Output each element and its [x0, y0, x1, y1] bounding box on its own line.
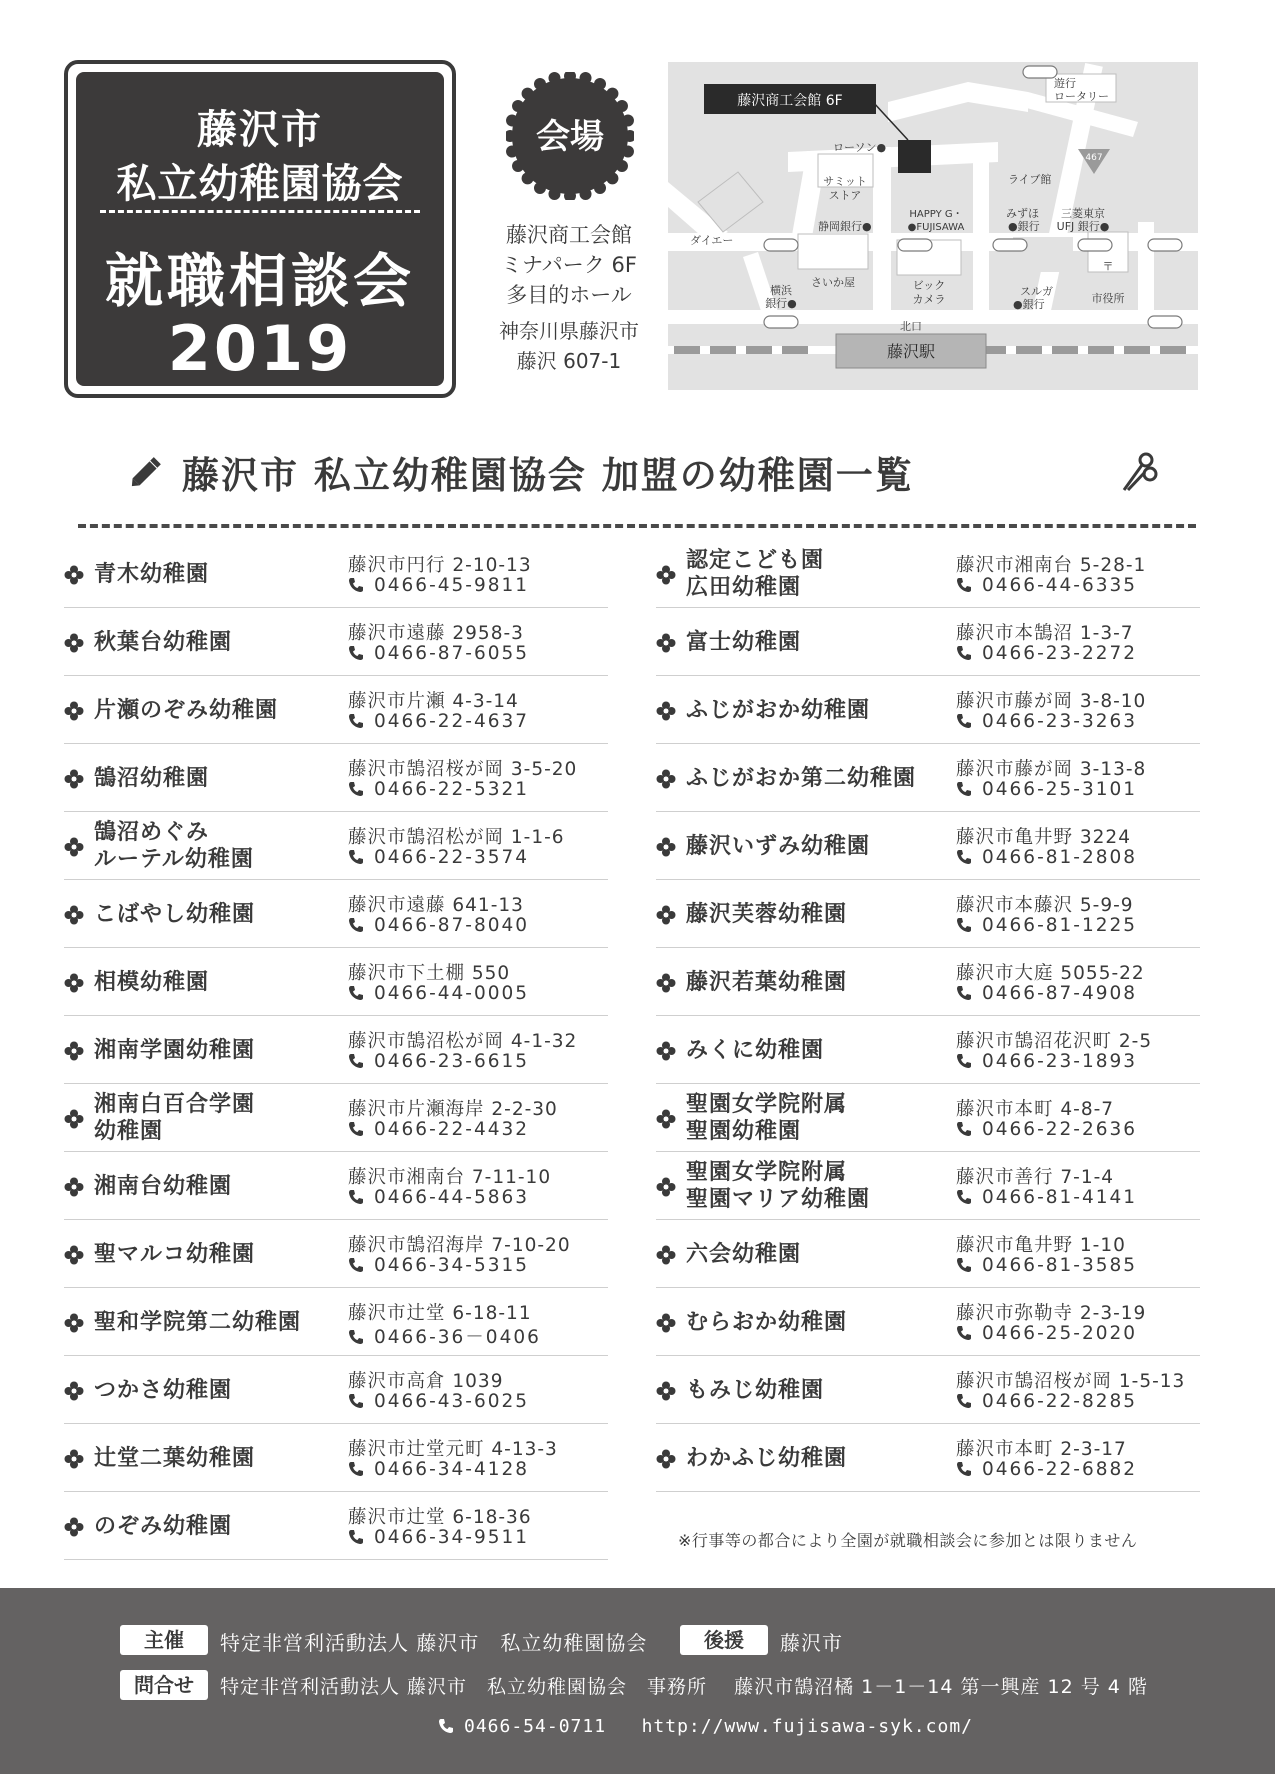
kindergarten-row: [64, 948, 608, 1016]
phone-icon: [956, 1257, 972, 1273]
kindergarten-name: 辻堂二葉幼稚園: [94, 1445, 256, 1471]
map-label-mizuho: みずほ: [1006, 207, 1039, 220]
flower-bullet-icon: [656, 1245, 676, 1265]
kindergarten-phone: [348, 1323, 541, 1349]
kindergarten-phone-number: 0466-22-8285: [982, 1391, 1138, 1412]
kindergarten-row: [64, 1492, 608, 1560]
kindergarten-name: ふじがおか第二幼稚園: [686, 765, 917, 791]
kindergarten-phone: [956, 711, 1137, 732]
venue-badge-label: 会場: [536, 117, 604, 157]
map-label-bic: カメラ: [912, 293, 946, 306]
kindergarten-phone: [348, 1391, 529, 1412]
kindergarten-address: 藤沢市高倉 1039: [348, 1371, 504, 1392]
kindergarten-phone: [348, 983, 529, 1004]
kindergarten-name: 富士幼稚園: [686, 629, 802, 655]
phone-icon: [956, 713, 972, 729]
phone-icon: [348, 1189, 364, 1205]
kindergarten-list-right: [656, 540, 1200, 1492]
flower-bullet-icon: [656, 633, 676, 653]
kindergarten-phone: [956, 575, 1137, 596]
map-label-lawson: ローソン●: [833, 141, 887, 154]
kindergarten-name: 相模幼稚園: [94, 969, 210, 995]
heading-divider: [78, 524, 1196, 528]
flower-bullet-icon: [64, 973, 84, 993]
phone-icon: [956, 917, 972, 933]
flower-bullet-icon: [64, 1313, 84, 1333]
kindergarten-name: ふじがおか幼稚園: [686, 697, 871, 723]
kindergarten-phone: [348, 711, 529, 732]
flower-bullet-icon: [64, 565, 84, 585]
kindergarten-name: 湘南台幼稚園: [94, 1173, 233, 1199]
phone-icon: [956, 781, 972, 797]
footer-phone: 0466-54-0711: [464, 1716, 607, 1737]
kindergarten-phone: [348, 1527, 529, 1548]
kindergarten-phone: [956, 1119, 1137, 1140]
kindergarten-phone-number: 0466-22-4432: [374, 1119, 530, 1140]
kindergarten-row: [656, 744, 1200, 812]
kindergarten-name: わかふじ幼稚園: [686, 1445, 848, 1471]
venue-address: [474, 316, 664, 376]
kindergarten-address: 藤沢市藤が岡 3-13-8: [956, 759, 1147, 780]
title-year: 2019: [167, 312, 353, 385]
kindergarten-phone-number: 0466-25-3101: [982, 779, 1138, 800]
map-label-yokohama: 銀行●: [765, 297, 797, 310]
flower-bullet-icon: [656, 1449, 676, 1469]
title-event: 就職相談会: [104, 247, 415, 315]
kindergarten-row: [656, 812, 1200, 880]
kindergarten-name: 湘南学園幼稚園: [94, 1037, 256, 1063]
map-label-livekan: ライブ館: [1008, 173, 1052, 186]
kindergarten-row: [656, 1084, 1200, 1152]
kindergarten-row: [64, 1016, 608, 1084]
map-label-mufg: 三菱東京: [1061, 207, 1105, 220]
map-label-rotary: 遊行: [1054, 77, 1076, 90]
kindergarten-name: 藤沢いずみ幼稚園: [686, 833, 871, 859]
flower-bullet-icon: [64, 1109, 84, 1129]
kindergarten-name: 藤沢芙蓉幼稚園: [686, 901, 848, 927]
phone-icon: [348, 1053, 364, 1069]
phone-icon: [348, 1529, 364, 1545]
map-label-daiei: ダイエー: [690, 234, 734, 247]
flower-bullet-icon: [64, 1517, 84, 1537]
phone-icon: [348, 713, 364, 729]
kindergarten-address: 藤沢市亀井野 1-10: [956, 1235, 1126, 1256]
kindergarten-name: 湘南白百合学園 幼稚園: [94, 1092, 256, 1144]
kindergarten-phone-number: 0466-23-6615: [374, 1051, 530, 1072]
kindergarten-name: 聖マルコ幼稚園: [94, 1241, 256, 1267]
event-title-box: [64, 60, 456, 398]
kindergarten-name: 青木幼稚園: [94, 561, 210, 587]
phone-icon: [956, 1325, 972, 1341]
scissors-icon: [1116, 450, 1160, 494]
kindergarten-name: 聖和学院第二幼稚園: [94, 1309, 302, 1335]
phone-icon: [348, 577, 364, 593]
phone-icon: [956, 1189, 972, 1205]
kindergarten-phone: [956, 983, 1137, 1004]
kindergarten-name: 聖園女学院附属 聖園幼稚園: [686, 1092, 848, 1144]
kindergarten-row: [64, 1152, 608, 1220]
kindergarten-phone: [956, 915, 1137, 936]
kindergarten-list-left: [64, 540, 608, 1560]
kindergarten-row: [656, 1152, 1200, 1220]
participation-note: ※行事等の都合により全園が就職相談会に参加とは限りません: [678, 1531, 1138, 1550]
title-city: 藤沢市: [197, 107, 323, 153]
kindergarten-phone-number: 0466-23-3263: [982, 711, 1138, 732]
phone-icon: [348, 1329, 364, 1345]
phone-icon: [348, 1393, 364, 1409]
kindergarten-name: みくに幼稚園: [686, 1037, 825, 1063]
support-text: 藤沢市: [780, 1631, 843, 1655]
flower-bullet-icon: [64, 1041, 84, 1061]
kindergarten-phone-number: 0466-22-3574: [374, 847, 530, 868]
kindergarten-address: 藤沢市辻堂 6-18-36: [348, 1507, 532, 1528]
kindergarten-phone: [956, 1051, 1137, 1072]
map-label-yokohama: 横浜: [770, 284, 792, 297]
kindergarten-address: 藤沢市鵠沼桜が岡 3-5-20: [348, 759, 578, 780]
kindergarten-row: [64, 676, 608, 744]
kindergarten-phone: [348, 779, 529, 800]
kindergarten-name: 認定こども園 広田幼稚園: [686, 548, 825, 600]
kindergarten-name: こばやし幼稚園: [94, 901, 256, 927]
phone-icon: [348, 985, 364, 1001]
map-venue-marker: [898, 140, 931, 173]
kindergarten-address: 藤沢市鵠沼桜が岡 1-5-13: [956, 1371, 1186, 1392]
map-label-post: 〒: [1102, 260, 1114, 273]
flower-bullet-icon: [64, 1381, 84, 1401]
kindergarten-name: 鵠沼幼稚園: [94, 765, 210, 791]
section-heading: [120, 445, 1160, 499]
kindergarten-row: [64, 880, 608, 948]
phone-icon: [438, 1718, 454, 1734]
kindergarten-row: [64, 812, 608, 880]
kindergarten-address: 藤沢市下土棚 550: [348, 963, 511, 984]
flower-bullet-icon: [64, 1245, 84, 1265]
kindergarten-address: 藤沢市鵠沼海岸 7-10-20: [348, 1235, 571, 1256]
venue-name-line: 多目的ホール: [506, 283, 632, 307]
kindergarten-phone-number: 0466-36－0406: [374, 1327, 541, 1348]
kindergarten-phone-number: 0466-87-4908: [982, 983, 1138, 1004]
kindergarten-name: 鵠沼めぐみ ルーテル幼稚園: [94, 820, 254, 872]
map-label-mufg: UFJ 銀行●: [1056, 220, 1110, 233]
map-label-saikaya: さいか屋: [811, 276, 855, 289]
phone-icon: [956, 1121, 972, 1137]
kindergarten-phone: [956, 1187, 1137, 1208]
route-number: 467: [1085, 153, 1103, 163]
kindergarten-row: [656, 1220, 1200, 1288]
kindergarten-phone-number: 0466-81-1225: [982, 915, 1138, 936]
map-label-suruga: スルガ: [1020, 285, 1053, 298]
kindergarten-phone: [348, 1187, 529, 1208]
kindergarten-phone-number: 0466-81-2808: [982, 847, 1138, 868]
kindergarten-row: [64, 1288, 608, 1356]
kindergarten-phone: [956, 779, 1137, 800]
kindergarten-phone-number: 0466-22-2636: [982, 1119, 1138, 1140]
kindergarten-phone-number: 0466-25-2020: [982, 1323, 1138, 1344]
flower-bullet-icon: [656, 1109, 676, 1129]
phone-icon: [956, 645, 972, 661]
kindergarten-name: 片瀬のぞみ幼稚園: [94, 697, 279, 723]
title-divider: [100, 210, 420, 213]
kindergarten-address: 藤沢市本鵠沼 1-3-7: [956, 623, 1134, 644]
kindergarten-phone-number: 0466-23-2272: [982, 643, 1138, 664]
phone-icon: [348, 1121, 364, 1137]
map-label-bic: ビック: [912, 279, 946, 292]
kindergarten-address: 藤沢市湘南台 7-11-10: [348, 1167, 552, 1188]
map-label-suruga: ●銀行: [1013, 298, 1045, 311]
map-label-rotary: ロータリー: [1054, 90, 1109, 103]
map-label-kitaguchi: 北口: [900, 320, 922, 333]
kindergarten-address: 藤沢市本町 2-3-17: [956, 1439, 1127, 1460]
kindergarten-row: [64, 1084, 608, 1152]
title-association: 私立幼稚園協会: [116, 161, 404, 207]
map-label-happy: HAPPY G・: [909, 209, 963, 220]
flower-bullet-icon: [656, 1177, 676, 1197]
flower-bullet-icon: [656, 973, 676, 993]
section-heading-text: 藤沢市 私立幼稚園協会 加盟の幼稚園一覧: [182, 454, 914, 497]
kindergarten-address: 藤沢市鵠沼松が岡 4-1-32: [348, 1031, 578, 1052]
kindergarten-row: [656, 608, 1200, 676]
venue-name-line: ミナパーク 6F: [501, 253, 637, 277]
kindergarten-address: 藤沢市片瀬 4-3-14: [348, 691, 519, 712]
kindergarten-row: [656, 1288, 1200, 1356]
kindergarten-phone-number: 0466-43-6025: [374, 1391, 530, 1412]
phone-icon: [348, 781, 364, 797]
flower-bullet-icon: [656, 701, 676, 721]
flower-bullet-icon: [656, 837, 676, 857]
kindergarten-address: 藤沢市遠藤 2958-3: [348, 623, 524, 644]
kindergarten-address: 藤沢市辻堂元町 4-13-3: [348, 1439, 558, 1460]
contact-text: 特定非営利活動法人 藤沢市 私立幼稚園協会 事務所 藤沢市鵠沼橘 1－1－14 第一興産 12 号 4 階: [220, 1676, 1148, 1698]
flower-bullet-icon: [656, 905, 676, 925]
kindergarten-phone: [956, 1255, 1137, 1276]
kindergarten-address: 藤沢市善行 7-1-4: [956, 1167, 1115, 1188]
kindergarten-phone-number: 0466-34-9511: [374, 1527, 530, 1548]
kindergarten-row: [656, 948, 1200, 1016]
kindergarten-row: [64, 608, 608, 676]
kindergarten-phone-number: 0466-22-5321: [374, 779, 530, 800]
kindergarten-phone-number: 0466-81-3585: [982, 1255, 1138, 1276]
flower-bullet-icon: [656, 1313, 676, 1333]
venue-address-line: 藤沢 607-1: [516, 349, 622, 373]
kindergarten-phone: [348, 1459, 529, 1480]
flower-bullet-icon: [64, 837, 84, 857]
phone-icon: [956, 1053, 972, 1069]
kindergarten-phone-number: 0466-45-9811: [374, 575, 530, 596]
venue-badge: [506, 72, 634, 200]
kindergarten-phone-number: 0466-44-0005: [374, 983, 530, 1004]
kindergarten-phone-number: 0466-87-6055: [374, 643, 530, 664]
kindergarten-phone: [956, 1391, 1137, 1412]
kindergarten-address: 藤沢市弥勒寺 2-3-19: [956, 1303, 1147, 1324]
map-label-happy: ●FUJISAWA: [907, 222, 965, 233]
access-map: [668, 62, 1198, 390]
organizer-tag: 主催: [120, 1625, 208, 1655]
kindergarten-address: 藤沢市本藤沢 5-9-9: [956, 895, 1134, 916]
map-label-summit: サミット: [823, 175, 867, 188]
kindergarten-address: 藤沢市鵠沼花沢町 2-5: [956, 1031, 1153, 1052]
flower-bullet-icon: [656, 1381, 676, 1401]
contact-tag: 問合せ: [120, 1670, 208, 1700]
kindergarten-row: [64, 1220, 608, 1288]
phone-icon: [956, 577, 972, 593]
phone-icon: [348, 1257, 364, 1273]
support-tag: 後援: [680, 1625, 768, 1655]
flower-bullet-icon: [656, 769, 676, 789]
kindergarten-address: 藤沢市本町 4-8-7: [956, 1099, 1115, 1120]
kindergarten-phone: [956, 1459, 1137, 1480]
kindergarten-name: もみじ幼稚園: [686, 1377, 825, 1403]
kindergarten-row: [64, 1424, 608, 1492]
kindergarten-name: のぞみ幼稚園: [94, 1513, 233, 1539]
venue-name-line: 藤沢商工会館: [506, 223, 632, 247]
kindergarten-name: 秋葉台幼稚園: [94, 629, 233, 655]
kindergarten-phone: [348, 1051, 529, 1072]
kindergarten-row: [64, 744, 608, 812]
phone-icon: [956, 985, 972, 1001]
kindergarten-address: 藤沢市湘南台 5-28-1: [956, 555, 1147, 576]
map-label-mizuho: ●銀行: [1008, 220, 1040, 233]
kindergarten-name: つかさ幼稚園: [94, 1377, 233, 1403]
phone-icon: [348, 1461, 364, 1477]
kindergarten-address: 藤沢市片瀬海岸 2-2-30: [348, 1099, 558, 1120]
kindergarten-phone: [348, 915, 529, 936]
kindergarten-row: [656, 1424, 1200, 1492]
kindergarten-phone: [348, 1119, 529, 1140]
kindergarten-row: [656, 676, 1200, 744]
kindergarten-row: [64, 540, 608, 608]
kindergarten-address: 藤沢市辻堂 6-18-11: [348, 1303, 532, 1324]
flower-bullet-icon: [64, 905, 84, 925]
phone-icon: [348, 645, 364, 661]
kindergarten-address: 藤沢市大庭 5055-22: [956, 963, 1145, 984]
phone-icon: [956, 1461, 972, 1477]
flower-bullet-icon: [64, 769, 84, 789]
kindergarten-phone: [348, 847, 529, 868]
flower-bullet-icon: [64, 1449, 84, 1469]
kindergarten-phone-number: 0466-44-6335: [982, 575, 1138, 596]
flower-bullet-icon: [64, 701, 84, 721]
kindergarten-phone: [956, 847, 1137, 868]
kindergarten-name: 六会幼稚園: [686, 1241, 802, 1267]
flower-bullet-icon: [64, 633, 84, 653]
kindergarten-phone-number: 0466-34-5315: [374, 1255, 530, 1276]
kindergarten-row: [656, 1356, 1200, 1424]
kindergarten-phone: [956, 1323, 1137, 1344]
organizer-text: 特定非営利活動法人 藤沢市 私立幼稚園協会: [220, 1631, 648, 1655]
map-label-cityhall: 市役所: [1091, 292, 1125, 305]
event-title-panel: [76, 72, 444, 386]
kindergarten-address: 藤沢市遠藤 641-13: [348, 895, 524, 916]
kindergarten-phone-number: 0466-23-1893: [982, 1051, 1138, 1072]
phone-icon: [956, 849, 972, 865]
kindergarten-row: [64, 1356, 608, 1424]
flower-bullet-icon: [64, 1177, 84, 1197]
kindergarten-phone: [956, 643, 1137, 664]
flower-bullet-icon: [656, 1041, 676, 1061]
kindergarten-address: 藤沢市円行 2-10-13: [348, 555, 532, 576]
map-label-summit: ストア: [828, 189, 862, 202]
flower-bullet-icon: [656, 565, 676, 585]
kindergarten-phone: [348, 575, 529, 596]
kindergarten-address: 藤沢市鵠沼松が岡 1-1-6: [348, 827, 565, 848]
map-callout-label: 藤沢商工会館 6F: [737, 93, 843, 109]
kindergarten-phone-number: 0466-81-4141: [982, 1187, 1138, 1208]
map-station-label: 藤沢駅: [886, 342, 936, 361]
kindergarten-row: [656, 540, 1200, 608]
kindergarten-phone: [348, 643, 529, 664]
kindergarten-address: 藤沢市亀井野 3224: [956, 827, 1131, 848]
kindergarten-phone-number: 0466-22-6882: [982, 1459, 1138, 1480]
phone-icon: [956, 1393, 972, 1409]
kindergarten-name: むらおか幼稚園: [686, 1309, 848, 1335]
kindergarten-address: 藤沢市藤が岡 3-8-10: [956, 691, 1147, 712]
kindergarten-row: [656, 1016, 1200, 1084]
kindergarten-phone-number: 0466-22-4637: [374, 711, 530, 732]
venue-name: [474, 220, 664, 310]
kindergarten-phone-number: 0466-44-5863: [374, 1187, 530, 1208]
venue-address-line: 神奈川県藤沢市: [499, 319, 639, 343]
footer: [0, 1588, 1275, 1774]
footer-url[interactable]: http://www.fujisawa-syk.com/: [641, 1716, 973, 1737]
kindergarten-name: 聖園女学院附属 聖園マリア幼稚園: [686, 1160, 871, 1212]
kindergarten-row: [656, 880, 1200, 948]
footer-contact-line: [438, 1716, 973, 1737]
phone-icon: [348, 917, 364, 933]
phone-icon: [348, 849, 364, 865]
map-label-shizuoka: 静岡銀行●: [818, 220, 872, 233]
kindergarten-phone: [348, 1255, 529, 1276]
kindergarten-phone-number: 0466-34-4128: [374, 1459, 530, 1480]
kindergarten-name: 藤沢若葉幼稚園: [686, 969, 848, 995]
kindergarten-phone-number: 0466-87-8040: [374, 915, 530, 936]
